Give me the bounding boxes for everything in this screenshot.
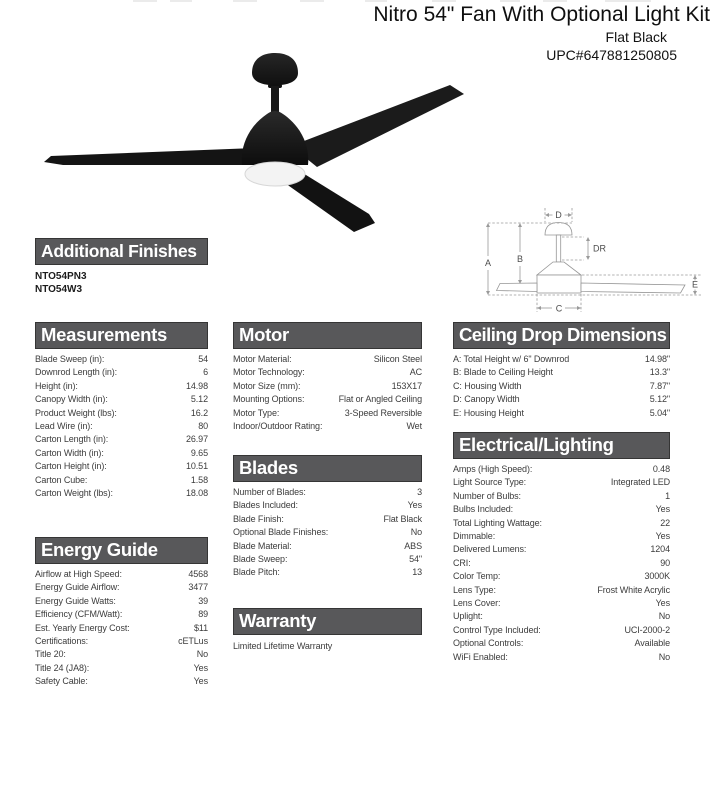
section-electrical-lighting [453, 432, 670, 664]
diagram-motor-cone [537, 262, 581, 275]
spec-row [35, 393, 208, 406]
spec-value: Yes [193, 676, 208, 687]
spec-label: Motor Type: [233, 407, 280, 418]
diagram-blade-left [497, 283, 538, 292]
section-ceiling-drop-dimensions [453, 322, 670, 420]
electrical-lighting-header: Electrical/Lighting [453, 432, 670, 459]
spec-row [35, 675, 208, 688]
spec-row [453, 637, 670, 650]
spec-row [233, 513, 422, 526]
spec-label: Carton Cube: [35, 474, 88, 485]
spec-value: 9.65 [190, 447, 208, 458]
product-finish: Flat Black [605, 29, 667, 45]
spec-row [453, 557, 670, 570]
spec-value: 14.98" [644, 354, 670, 364]
logo-artifact-mark [432, 0, 456, 2]
diagram-label-dr: DR [593, 243, 606, 254]
spec-label: Lens Cover: [453, 598, 501, 609]
spec-label: Efficiency (CFM/Watt): [35, 609, 123, 620]
spec-label: Motor Technology: [233, 367, 305, 378]
spec-label: Lens Type: [453, 584, 496, 595]
spec-label: Blade Material: [233, 540, 292, 551]
spec-label: Carton Height (in): [35, 461, 107, 472]
spec-value: AC [409, 367, 422, 378]
spec-row [453, 570, 670, 583]
fan-canopy [252, 53, 298, 85]
spec-row [35, 420, 208, 433]
spec-value: 5.04" [649, 407, 670, 418]
product-upc: UPC#647881250805 [546, 47, 677, 63]
spec-row [453, 517, 670, 530]
spec-label: Color Temp: [453, 571, 501, 582]
section-additional-finishes [35, 238, 208, 296]
electrical-lighting-rows [453, 463, 670, 664]
diagram-label-d: D [555, 210, 562, 220]
spec-row [453, 543, 670, 556]
spec-value: Wet [406, 421, 422, 432]
spec-value: Flat or Angled Ceiling [338, 394, 422, 405]
spec-label: Control Type Included: [453, 624, 541, 635]
spec-row [35, 433, 208, 446]
spec-value: 26.97 [185, 434, 208, 445]
spec-label: D: Canopy Width [453, 394, 520, 405]
spec-label: A: Total Height w/ 6" Downrod [453, 354, 570, 364]
spec-value: UCI-2000-2 [624, 624, 670, 635]
product-title: Nitro 54" Fan With Optional Light Kit [373, 3, 710, 26]
spec-label: Indoor/Outdoor Rating: [233, 421, 323, 432]
spec-row [453, 463, 670, 476]
fan-blade-upper-right [291, 85, 464, 167]
spec-label: Uplight: [453, 611, 483, 622]
spec-value: Yes [655, 598, 670, 609]
logo-artifact-mark [133, 0, 157, 2]
ceiling-drop-diagram [478, 198, 710, 320]
measurements-header: Measurements [35, 322, 208, 349]
spec-row [453, 380, 670, 393]
spec-row [453, 584, 670, 597]
spec-row [233, 540, 422, 553]
spec-row [233, 353, 422, 366]
spec-value: 90 [660, 557, 670, 568]
diagram-blade-right [581, 283, 685, 293]
spec-label: Safety Cable: [35, 676, 88, 687]
spec-label: WiFi Enabled: [453, 651, 508, 662]
spec-label: Title 24 (JA8): [35, 662, 90, 673]
spec-row [35, 608, 208, 621]
spec-row [35, 366, 208, 379]
spec-label: Carton Weight (lbs): [35, 488, 113, 499]
spec-value: 7.87" [649, 380, 670, 391]
measurements-rows [35, 353, 208, 500]
spec-row [35, 595, 208, 608]
spec-value: 80 [198, 421, 208, 432]
spec-value: 1204 [650, 544, 670, 555]
motor-rows [233, 353, 422, 433]
diagram-label-e: E [691, 279, 699, 290]
diagram-housing [537, 275, 581, 293]
spec-label: Blade Finish: [233, 513, 284, 524]
spec-value: 3477 [188, 582, 208, 593]
spec-value: 5.12" [649, 394, 670, 405]
spec-row [233, 393, 422, 406]
energy-guide-rows [35, 568, 208, 689]
spec-label: Motor Size (mm): [233, 380, 301, 391]
finish-model-number: NTO54PN3 [35, 271, 87, 282]
spec-value: No [658, 611, 670, 622]
spec-row [35, 622, 208, 635]
spec-value: Yes [193, 662, 208, 673]
finish-model-number: NTO54W3 [35, 284, 83, 295]
spec-row [35, 662, 208, 675]
energy-guide-header: Energy Guide [35, 537, 208, 564]
spec-row [233, 407, 422, 420]
fan-product-image [35, 48, 475, 233]
spec-row [35, 474, 208, 487]
logo-artifact-mark [543, 0, 567, 2]
spec-label: Blade Pitch: [233, 567, 280, 578]
spec-label: Energy Guide Watts: [35, 595, 116, 606]
spec-value: No [410, 527, 422, 538]
warranty-text: Limited Lifetime Warranty [233, 641, 333, 651]
spec-value: Flat Black [383, 513, 422, 524]
ceiling-drop-header: Ceiling Drop Dimensions [453, 322, 670, 349]
spec-row [453, 610, 670, 623]
spec-value: 16.2 [190, 407, 208, 418]
spec-label: Optional Blade Finishes: [233, 527, 329, 538]
diagram-label-c: C [555, 303, 563, 314]
spec-row [233, 366, 422, 379]
spec-row [233, 486, 422, 499]
section-measurements [35, 322, 208, 500]
spec-label: E: Housing Height [453, 407, 524, 418]
logo-artifact-mark [500, 0, 520, 2]
spec-label: Certifications: [35, 636, 89, 647]
spec-label: Product Weight (lbs): [35, 407, 117, 418]
spec-value: 13.3" [649, 367, 670, 378]
diagram-downrod [556, 235, 560, 262]
spec-row [453, 503, 670, 516]
logo-artifact-mark [233, 0, 257, 2]
spec-row [233, 553, 422, 566]
spec-row [453, 651, 670, 664]
spec-value: Silicon Steel [373, 354, 422, 364]
spec-value: 0.48 [652, 464, 670, 474]
spec-label: Canopy Width (in): [35, 394, 108, 405]
spec-row [233, 499, 422, 512]
spec-value: 39 [198, 595, 208, 606]
spec-value: 4568 [188, 569, 208, 579]
spec-value: 6 [203, 367, 208, 378]
spec-label: Total Lighting Wattage: [453, 517, 542, 528]
spec-label: Airflow at High Speed: [35, 569, 122, 579]
diagram-label-b: B [516, 254, 524, 264]
blades-header: Blades [233, 455, 422, 482]
spec-value: Frost White Acrylic [597, 584, 670, 595]
spec-value: $11 [193, 622, 208, 633]
logo-artifact-mark [300, 0, 324, 2]
spec-label: Mounting Options: [233, 394, 305, 405]
spec-row [453, 393, 670, 406]
spec-row [35, 568, 208, 581]
section-energy-guide [35, 537, 208, 689]
spec-value: 1 [665, 490, 670, 501]
spec-value: Yes [407, 500, 422, 511]
spec-value: Yes [655, 531, 670, 542]
spec-value: ABS [404, 540, 422, 551]
spec-row [453, 366, 670, 379]
spec-row [453, 624, 670, 637]
spec-label: Carton Width (in): [35, 447, 104, 458]
spec-label: Number of Blades: [233, 487, 306, 497]
spec-row [35, 635, 208, 648]
logo-artifact-mark [365, 0, 387, 2]
spec-value: Available [634, 638, 670, 649]
spec-label: Motor Material: [233, 354, 292, 364]
spec-label: B: Blade to Ceiling Height [453, 367, 553, 378]
spec-label: Bulbs Included: [453, 504, 514, 515]
spec-value: Yes [655, 504, 670, 515]
spec-label: Optional Controls: [453, 638, 524, 649]
section-blades [233, 455, 422, 580]
spec-label: Dimmable: [453, 531, 496, 542]
spec-row [35, 447, 208, 460]
spec-value: 10.51 [185, 461, 208, 472]
diagram-label-a: A [484, 258, 492, 268]
fan-light-lens [245, 162, 305, 186]
spec-label: Downrod Length (in): [35, 367, 118, 378]
spec-row [233, 380, 422, 393]
spec-row [35, 581, 208, 594]
spec-label: C: Housing Width [453, 380, 522, 391]
spec-row [233, 566, 422, 579]
spec-row [453, 490, 670, 503]
blades-rows [233, 486, 422, 580]
spec-value: 22 [660, 517, 670, 528]
logo-artifact-mark [170, 0, 192, 2]
spec-row [453, 407, 670, 420]
spec-row [233, 526, 422, 539]
spec-row [453, 353, 670, 366]
spec-label: Energy Guide Airflow: [35, 582, 120, 593]
spec-value: No [658, 651, 670, 662]
spec-label: Title 20: [35, 649, 66, 660]
spec-value: cETLus [178, 636, 208, 647]
spec-value: 5.12 [190, 394, 208, 405]
spec-value: 89 [198, 609, 208, 620]
spec-value: Integrated LED [610, 477, 670, 488]
spec-value: 3-Speed Reversible [344, 407, 422, 418]
spec-value: 3000K [644, 571, 670, 582]
spec-label: Number of Bulbs: [453, 490, 521, 501]
spec-value: 1.58 [190, 474, 208, 485]
logo-artifact-mark [605, 0, 651, 2]
warranty-header: Warranty [233, 608, 422, 635]
spec-value: 153X17 [391, 380, 422, 391]
spec-row [35, 487, 208, 500]
spec-row [35, 380, 208, 393]
spec-label: Height (in): [35, 380, 78, 391]
spec-row [35, 460, 208, 473]
spec-value: 14.98 [185, 380, 208, 391]
ceiling-drop-rows [453, 353, 670, 420]
fan-motor-housing [242, 111, 309, 165]
spec-label: Blade Sweep (in): [35, 354, 105, 364]
spec-label: CRI: [453, 557, 471, 568]
spec-label: Carton Length (in): [35, 434, 109, 445]
spec-value: No [196, 649, 208, 660]
spec-value: 3 [417, 487, 422, 497]
spec-row [35, 648, 208, 661]
spec-row [35, 353, 208, 366]
spec-row [35, 407, 208, 420]
finish-list [35, 270, 208, 296]
spec-value: 54" [409, 554, 422, 565]
spec-row [233, 420, 422, 433]
diagram-canopy [545, 223, 572, 236]
spec-row [453, 597, 670, 610]
spec-value: 18.08 [185, 488, 208, 499]
fan-blade-left [44, 148, 255, 165]
spec-row [453, 530, 670, 543]
spec-label: Delivered Lumens: [453, 544, 527, 555]
section-warranty [233, 608, 422, 651]
spec-label: Amps (High Speed): [453, 464, 533, 474]
additional-finishes-header: Additional Finishes [35, 238, 208, 265]
spec-label: Lead Wire (in): [35, 421, 93, 432]
spec-label: Blades Included: [233, 500, 298, 511]
section-motor [233, 322, 422, 433]
spec-label: Est. Yearly Energy Cost: [35, 622, 130, 633]
motor-header: Motor [233, 322, 422, 349]
spec-value: 13 [412, 567, 422, 578]
spec-value: 54 [198, 354, 208, 364]
spec-label: Light Source Type: [453, 477, 527, 488]
spec-row [453, 476, 670, 489]
spec-label: Blade Sweep: [233, 554, 288, 565]
